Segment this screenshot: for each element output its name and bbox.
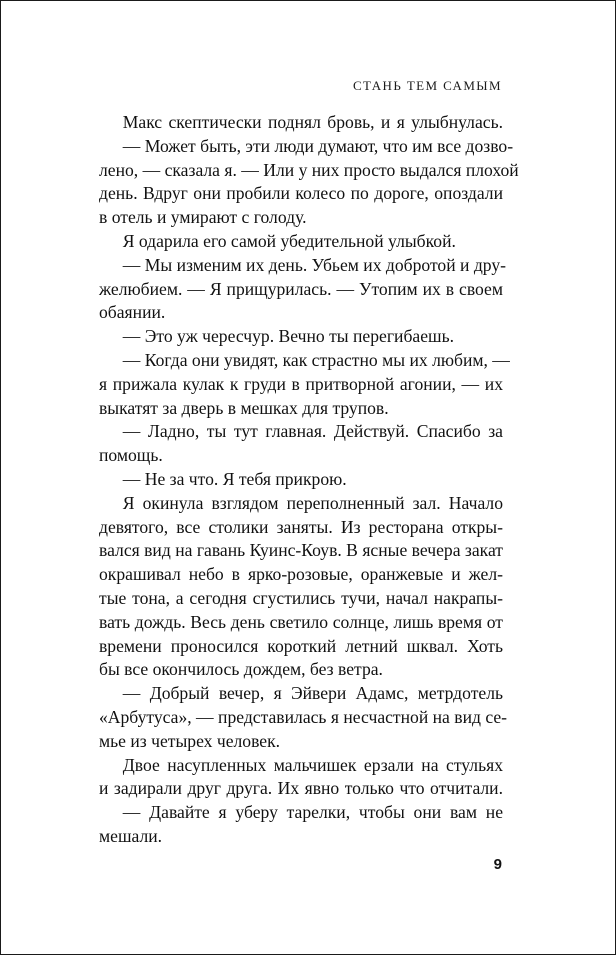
text-line: день. Вдруг они пробили колесо по дороге, опоздали xyxy=(99,183,503,204)
text-line: — Ладно, ты тут главная. Действуй. Спасибо за xyxy=(122,421,503,442)
text-line: мешали. xyxy=(99,825,163,846)
text-line: — Давайте я уберу тарелки, чтобы они вам не xyxy=(122,802,503,823)
page-number: 9 xyxy=(493,856,502,873)
body-text xyxy=(99,111,519,849)
text-line: лено, — сказала я. — Или у них просто выдался плохой xyxy=(99,159,519,180)
text-line: выкатят за дверь в мешках для трупов. xyxy=(99,397,389,418)
text-line: Я окинула взглядом переполненный зал. Начало xyxy=(122,492,503,513)
text-line: Я одарила его самой убедительной улыбкой. xyxy=(122,230,456,251)
text-line: — Мы изменим их день. Убьем их добротой и дру- xyxy=(122,254,507,275)
text-line: — Когда они увидят, как страстно мы их любим, — xyxy=(122,349,510,370)
text-line: времени проносился короткий летний шквал. Хоть xyxy=(99,635,503,656)
text-line: — Может быть, эти люди думают, что им все дозво- xyxy=(122,135,514,156)
text-line: мье из четырех человек. xyxy=(99,730,281,751)
text-line: обаянии. xyxy=(99,302,166,323)
text-line: Макс скептически поднял бровь, и я улыбнулась. xyxy=(122,112,503,132)
text-line: Двое насупленных мальчишек ерзали на стульях xyxy=(122,754,503,775)
text-line: вался вид на гавань Куинс-Коув. В ясные вечера закат xyxy=(99,540,503,561)
text-line: тые тона, а сегодня сгустились тучи, начал накрапы- xyxy=(99,587,503,608)
text-line: и задирали друг друга. Их явно только что отчитали. xyxy=(99,778,503,799)
text-line: — Добрый вечер, я Эйвери Адамс, метрдотель xyxy=(122,683,503,704)
text-line: помощь. xyxy=(99,445,163,466)
text-line: окрашивал небо в ярко-розовые, оранжевые и жел- xyxy=(99,564,503,585)
text-line: я прижала кулак к груди в притворной агонии, — их xyxy=(99,373,503,394)
running-title: СТАНЬ ТЕМ САМЫМ xyxy=(352,78,502,93)
text-line: вать дождь. Весь день светило солнце, лишь время от xyxy=(99,611,503,632)
text-line: — Не за что. Я тебя прикрою. xyxy=(122,468,347,489)
text-line: в отель и умирают с голоду. xyxy=(99,207,307,228)
text-line: «Арбутуса», — представилась я несчастной на вид се- xyxy=(99,706,508,727)
text-line: девятого, все столики заняты. Из ресторана откры- xyxy=(99,516,503,537)
text-line: бы все окончилось дождем, без ветра. xyxy=(99,659,383,680)
text-line: желюбием. — Я прищурилась. — Утопим их в своем xyxy=(99,278,503,299)
text-line: — Это уж чересчур. Вечно ты перегибаешь. xyxy=(122,326,454,347)
